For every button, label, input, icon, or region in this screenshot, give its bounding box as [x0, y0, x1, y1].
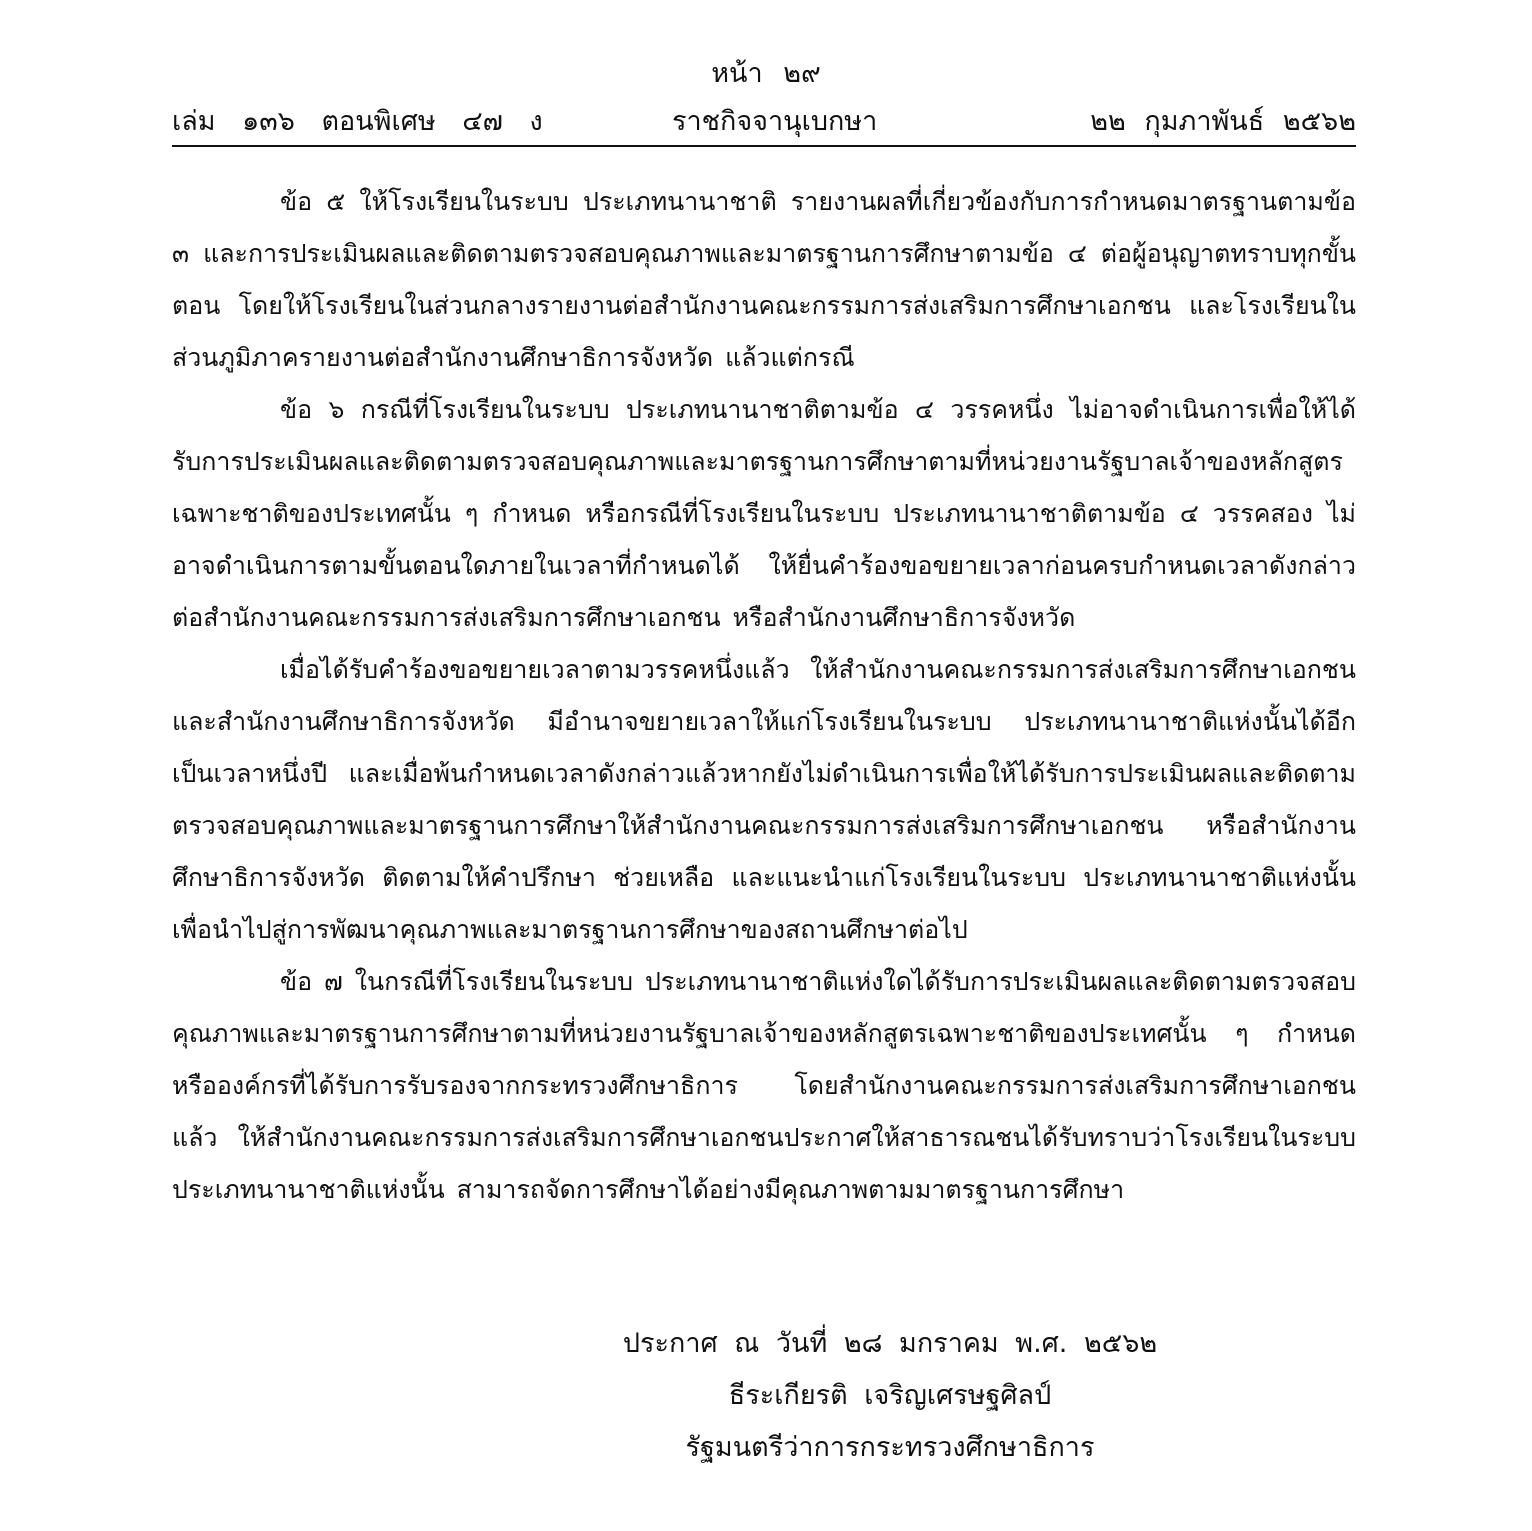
- announcement-date: ประกาศ ณ วันที่ ๒๘ มกราคม พ.ศ. ๒๕๖๒: [622, 1328, 1158, 1359]
- document-body: [172, 176, 1356, 1216]
- publication-title: ราชกิจจานุเบกษา: [672, 106, 878, 137]
- signature-block: [550, 1318, 1230, 1474]
- page-number: หน้า ๒๙: [711, 58, 821, 89]
- signatory-name: ธีระเกียรติ เจริญเศรษฐศิลป์: [728, 1380, 1052, 1411]
- header-divider: [172, 145, 1356, 147]
- volume-info: เล่ม ๑๓๖ ตอนพิเศษ ๔๗ ง: [172, 106, 543, 137]
- paragraph-clause-6: ข้อ ๖ กรณีที่โรงเรียนในระบบ ประเภทนานาชาติตามข้อ ๔ วรรคหนึ่ง ไม่อาจดำเนินการเพื่อให้ได้รับการประเมินผลและติดตามตรวจสอบคุณภาพและมาตรฐานการศึกษาตามที่หน่วยงานรัฐบาลเจ้าของหลักสูตรเฉพาะชาติของประเทศนั้น ๆ กำหนด หรือกรณีที่โรงเรียนในระบบ ประเภทนานาชาติตามข้อ ๔ วรรคสอง ไม่อาจดำเนินการตามขั้นตอนใดภายในเวลาที่กำหนดได้ ให้ยื่นคำร้องขอขยายเวลาก่อนครบกำหนดเวลาดังกล่าวต่อสำนักงานคณะกรรมการส่งเสริมการศึกษาเอกชน หรือสำนักงานศึกษาธิการจังหวัด: [172, 395, 1356, 632]
- signatory-position: รัฐมนตรีว่าการกระทรวงศึกษาธิการ: [685, 1432, 1095, 1463]
- paragraph-clause-6-extension: เมื่อได้รับคำร้องขอขยายเวลาตามวรรคหนึ่งแล้ว ให้สำนักงานคณะกรรมการส่งเสริมการศึกษาเอกชนและสำนักงานศึกษาธิการจังหวัด มีอำนาจขยายเวลาให้แก่โรงเรียนในระบบ ประเภทนานาชาติแห่งนั้นได้อีกเป็นเวลาหนึ่งปี และเมื่อพ้นกำหนดเวลาดังกล่าวแล้วหากยังไม่ดำเนินการเพื่อให้ได้รับการประเมินผลและติดตามตรวจสอบคุณภาพและมาตรฐานการศึกษาให้สำนักงานคณะกรรมการส่งเสริมการศึกษาเอกชน หรือสำนักงานศึกษาธิการจังหวัด ติดตามให้คำปรึกษา ช่วยเหลือ และแนะนำแก่โรงเรียนในระบบ ประเภทนานาชาติแห่งนั้น เพื่อนำไปสู่การพัฒนาคุณภาพและมาตรฐานการศึกษาของสถานศึกษาต่อไป: [172, 655, 1356, 944]
- paragraph-clause-5: ข้อ ๕ ให้โรงเรียนในระบบ ประเภทนานาชาติ รายงานผลที่เกี่ยวข้องกับการกำหนดมาตรฐานตามข้อ ๓ และการประเมินผลและติดตามตรวจสอบคุณภาพและมาตรฐานการศึกษาตามข้อ ๔ ต่อผู้อนุญาตทราบทุกขั้นตอน โดยให้โรงเรียนในส่วนกลางรายงานต่อสำนักงานคณะกรรมการส่งเสริมการศึกษาเอกชน และโรงเรียนในส่วนภูมิภาครายงานต่อสำนักงานศึกษาธิการจังหวัด แล้วแต่กรณี: [172, 187, 1356, 372]
- paragraph-clause-7: ข้อ ๗ ในกรณีที่โรงเรียนในระบบ ประเภทนานาชาติแห่งใดได้รับการประเมินผลและติดตามตรวจสอบคุณภาพและมาตรฐานการศึกษาตามที่หน่วยงานรัฐบาลเจ้าของหลักสูตรเฉพาะชาติของประเทศนั้น ๆ กำหนด หรือองค์กรที่ได้รับการรับรองจากกระทรวงศึกษาธิการ โดยสำนักงานคณะกรรมการส่งเสริมการศึกษาเอกชนแล้ว ให้สำนักงานคณะกรรมการส่งเสริมการศึกษาเอกชนประกาศให้สาธารณชนได้รับทราบว่าโรงเรียนในระบบ ประเภทนานาชาติแห่งนั้น สามารถจัดการศึกษาได้อย่างมีคุณภาพตามมาตรฐานการศึกษา: [172, 967, 1357, 1204]
- publication-date: ๒๒ กุมภาพันธ์ ๒๕๖๒: [1090, 106, 1356, 137]
- gazette-header: [172, 102, 1356, 142]
